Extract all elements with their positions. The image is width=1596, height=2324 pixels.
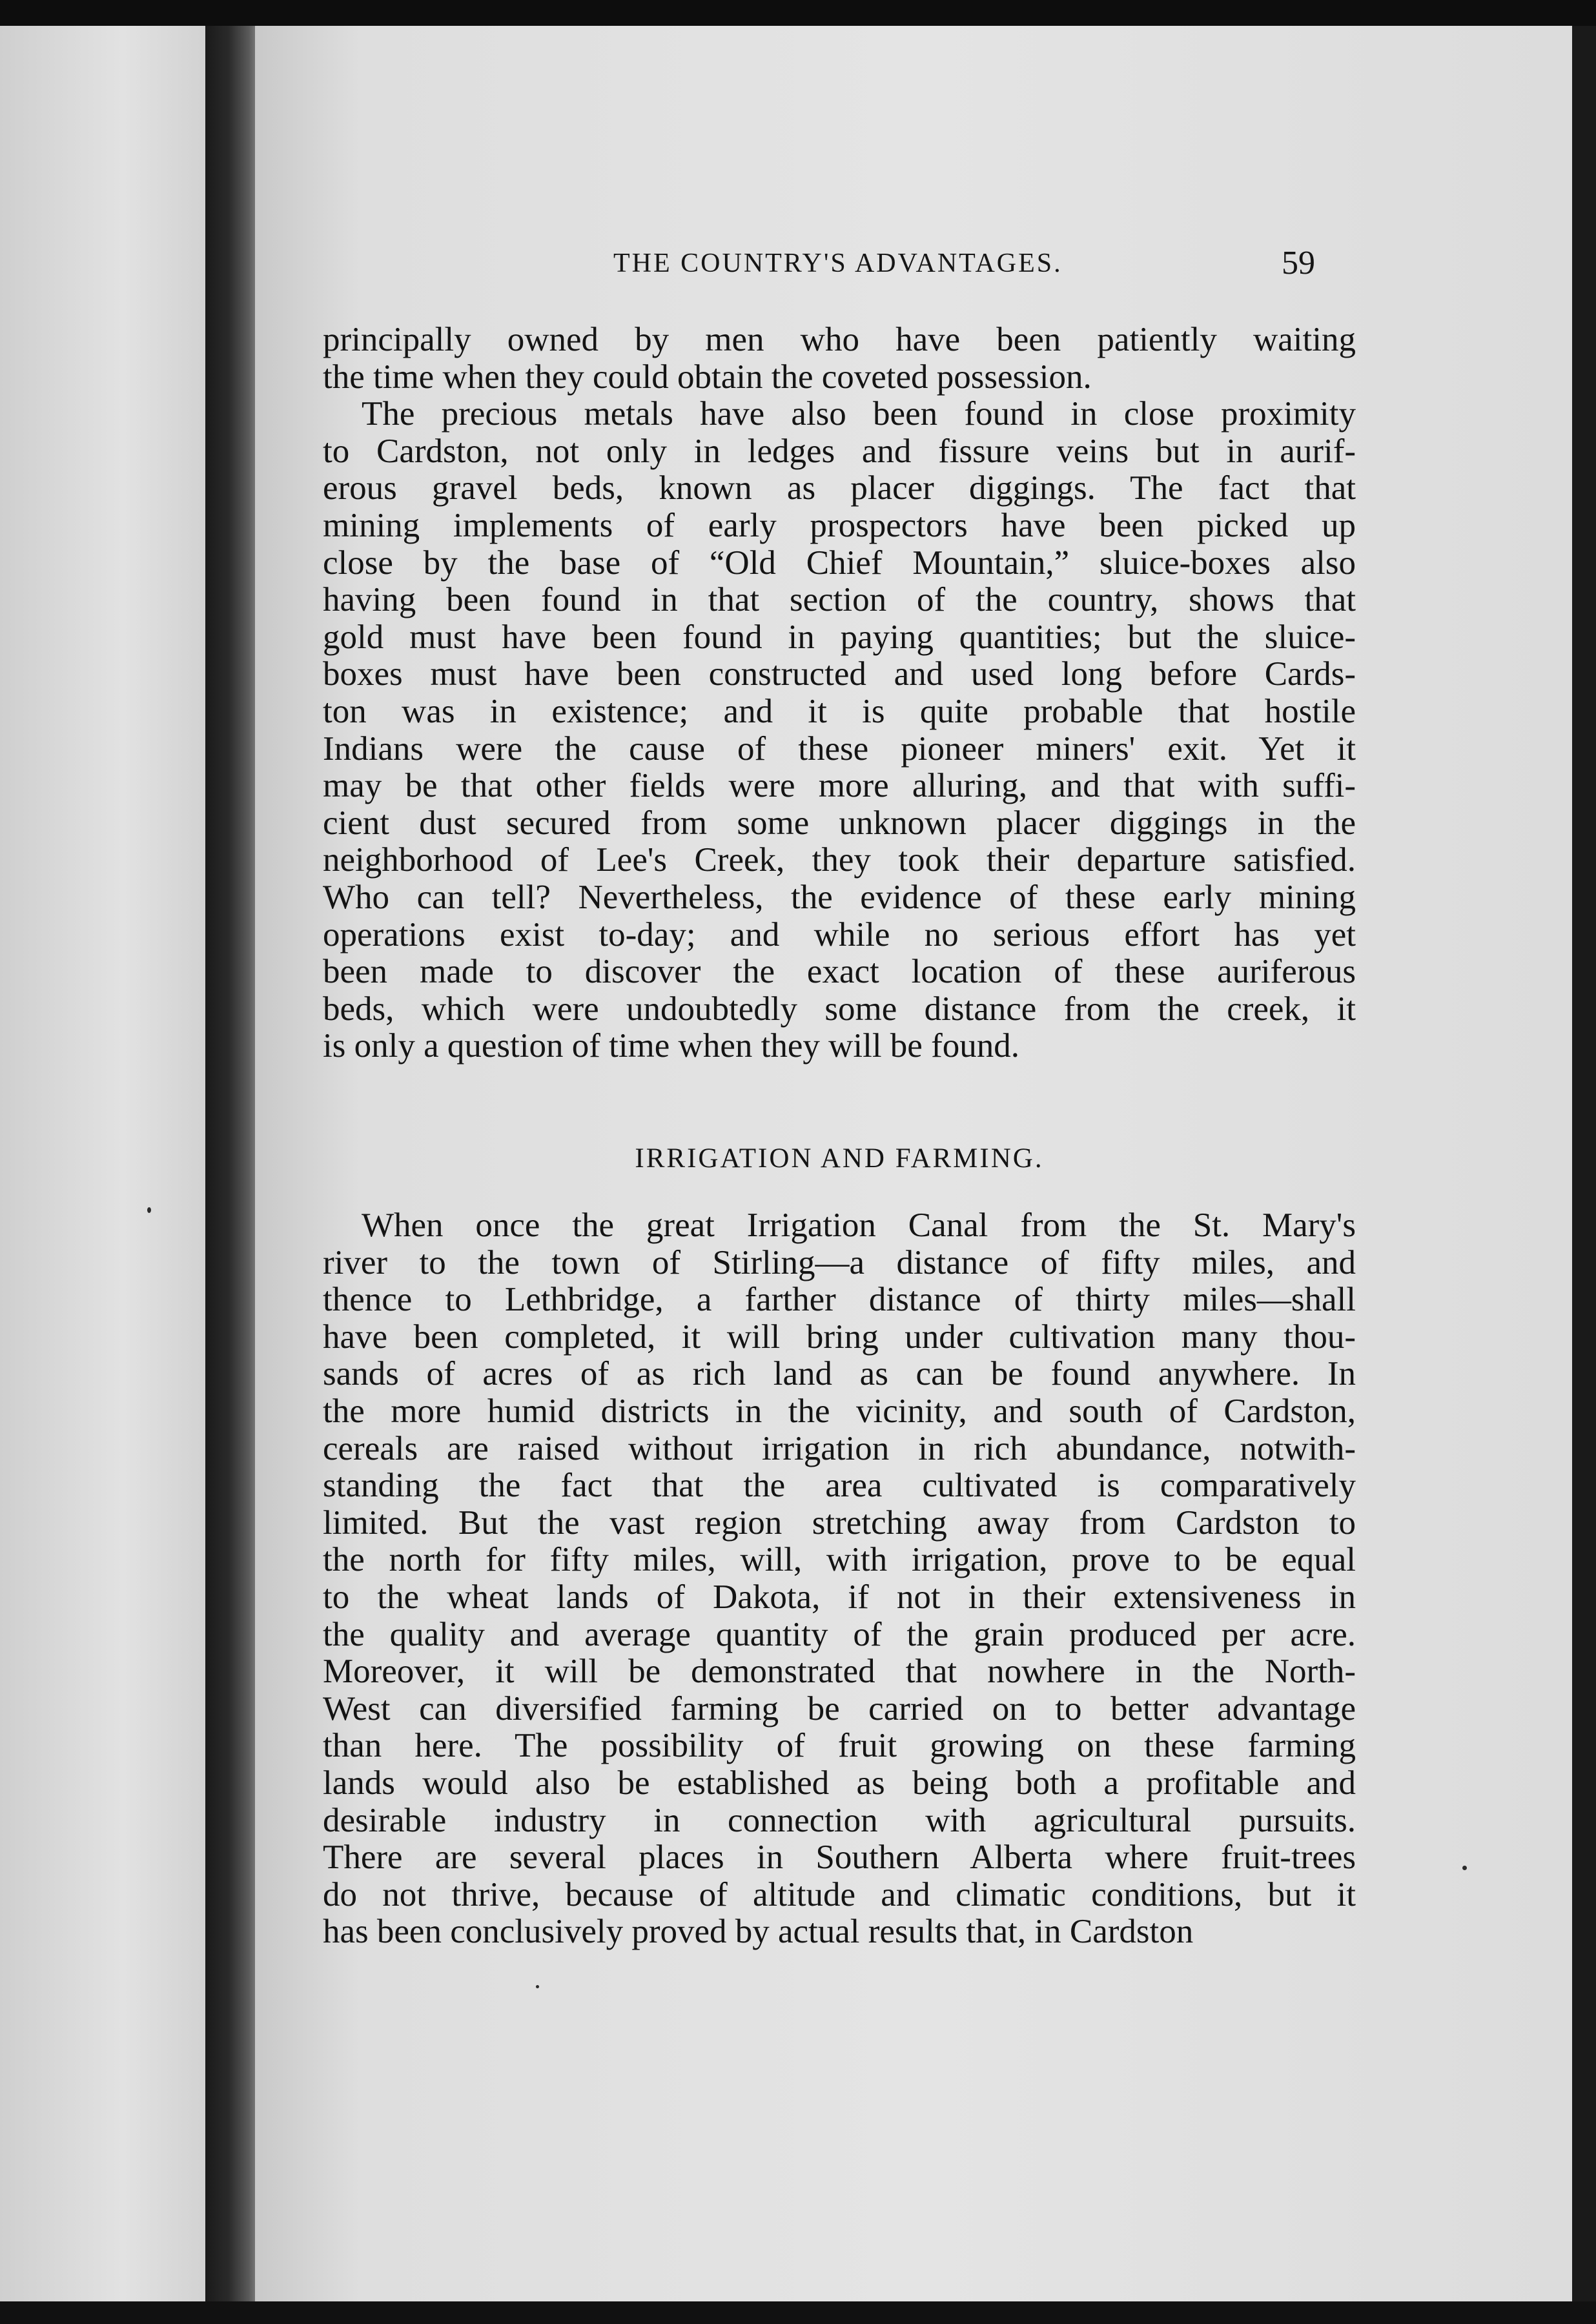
text-line: gold must have been found in paying quantities; but the sluice- — [323, 618, 1356, 656]
text-line: have been completed, it will bring under cultivation many thou- — [323, 1318, 1356, 1356]
text-line: than here. The possibility of fruit growing on these farming — [323, 1728, 1356, 1765]
scan-border — [0, 2301, 1596, 2324]
scan-speck — [1462, 1866, 1467, 1870]
running-title: THE COUNTRY'S ADVANTAGES. — [613, 249, 1063, 278]
text-line: beds, which were undoubtedly some distance from the creek, it — [323, 990, 1356, 1028]
text-line: do not thrive, because of altitude and climatic conditions, but it — [323, 1876, 1356, 1913]
text-line: been made to discover the exact location of these auriferous — [323, 953, 1356, 991]
scan-speck — [536, 1985, 539, 1988]
text-line: to the wheat lands of Dakota, if not in their extensiveness in — [323, 1578, 1356, 1616]
text-line: to Cardston, not only in ledges and fissure veins but in aurif- — [323, 433, 1356, 470]
text-line: erous gravel beds, known as placer diggings. The fact that — [323, 470, 1356, 507]
text-line: Who can tell? Nevertheless, the evidence of these early mining — [323, 879, 1356, 916]
facing-page-edge — [0, 26, 205, 2311]
text-line: The precious metals have also been found in close proximity — [362, 396, 1356, 433]
text-line: the time when they could obtain the coveted possession. — [323, 358, 1092, 396]
text-line: operations exist to-day; and while no serious effort has yet — [323, 916, 1356, 953]
text-line: ton was in existence; and it is quite probable that hostile — [323, 693, 1356, 730]
text-line: When once the great Irrigation Canal from the St. Mary's — [362, 1207, 1356, 1244]
paragraph-irrigation — [323, 1207, 1356, 1951]
text-line: neighborhood of Lee's Creek, they took their departure satisfied. — [323, 842, 1356, 879]
section-heading: IRRIGATION AND FARMING. — [635, 1143, 1044, 1174]
text-line: lands would also be established as being both a profitable and — [323, 1764, 1356, 1802]
text-line: sands of acres of as rich land as can be found anywhere. In — [323, 1356, 1356, 1393]
text-line: thence to Lethbridge, a farther distance of thirty miles—shall — [323, 1281, 1356, 1319]
text-line: cereals are raised without irrigation in rich abundance, notwith- — [323, 1430, 1356, 1467]
text-line: boxes must have been constructed and used long before Cards- — [323, 656, 1356, 693]
page-number: 59 — [1282, 245, 1315, 281]
text-line: desirable industry in connection with agricultural pursuits. — [323, 1802, 1356, 1839]
text-line: has been conclusively proved by actual results that, in Cardston — [323, 1913, 1194, 1951]
text-line: close by the base of “Old Chief Mountain,” sluice-boxes also — [323, 544, 1356, 582]
paragraph-precious-metals — [323, 321, 1356, 1065]
text-line: mining implements of early prospectors have been picked up — [323, 507, 1356, 544]
text-line: the north for fifty miles, will, with irrigation, prove to be equal — [323, 1542, 1356, 1579]
text-line: cient dust secured from some unknown placer diggings in the — [323, 804, 1356, 842]
text-line: river to the town of Stirling—a distance of fifty miles, and — [323, 1244, 1356, 1281]
text-line: may be that other fields were more alluring, and that with suffi- — [323, 768, 1356, 805]
page-edge — [1572, 26, 1596, 2301]
running-head — [323, 245, 1356, 293]
text-line: standing the fact that the area cultivated is comparatively — [323, 1467, 1356, 1505]
text-line: is only a question of time when they will be found. — [323, 1028, 1019, 1065]
text-line: There are several places in Southern Alberta where fruit-trees — [323, 1839, 1356, 1877]
text-line: limited. But the vast region stretching away from Cardston to — [323, 1504, 1356, 1542]
text-line: the more humid districts in the vicinity, and south of Cardston, — [323, 1392, 1356, 1430]
scan-speck — [147, 1207, 151, 1213]
text-line: having been found in that section of the country, shows that — [323, 582, 1356, 619]
text-line: the quality and average quantity of the grain produced per acre. — [323, 1616, 1356, 1653]
text-line: West can diversified farming be carried on to better advantage — [323, 1690, 1356, 1728]
text-line: Moreover, it will be demonstrated that nowhere in the North- — [323, 1653, 1356, 1691]
text-line: principally owned by men who have been patiently waiting — [323, 321, 1356, 358]
text-line: Indians were the cause of these pioneer miners' exit. Yet it — [323, 730, 1356, 768]
